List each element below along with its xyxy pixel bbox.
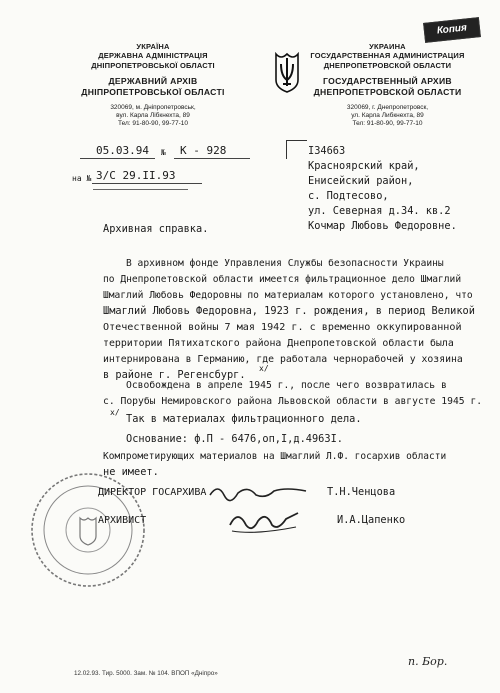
footnote-text: Так в материалах фильтрационного дела.: [126, 413, 362, 425]
body-line: территории Пятихатского района Днепропетовской области была: [103, 338, 454, 349]
body-line: Шмаглий Любовь Федоровна, 1923 г. рождения, в период Великой: [103, 305, 475, 317]
handwritten-note: п. Бор.: [408, 655, 448, 668]
trident-emblem-icon: [273, 52, 301, 94]
ref-number: К - 928: [180, 144, 227, 157]
header-right-address-1: 320069, г. Днепропетровск,: [346, 103, 429, 111]
body-line: Шмаглий Любовь Федоровны по материалам которого установлено, что: [103, 290, 473, 301]
release-line: Освобождена в апреле 1945 г., после чего возвратилась в: [126, 380, 447, 391]
archivist-title: АРХИВИСТ: [98, 515, 147, 526]
director-signature: [208, 481, 308, 503]
header-left-archive-1: ДЕРЖАВНИЙ АРХІВ: [108, 76, 198, 87]
ref-on-label: на №: [72, 174, 92, 183]
director-name: Т.Н.Ченцова: [327, 486, 396, 498]
address-line: ул. Северная д.34. кв.2: [308, 205, 451, 217]
body-line: Отечественной войны 7 мая 1942 г. с временно оккупированной: [103, 322, 462, 333]
document-title: Архивная справка.: [103, 223, 209, 235]
ref-on-value: 3/С 29.II.93: [96, 169, 176, 182]
release-line: с. Порубы Немировского района Львовской области в августе 1945 г.: [103, 396, 483, 407]
header-right-address-3: Тел: 91-80-90, 99-77-10: [352, 119, 423, 127]
header-left-admin-1: ДЕРЖАВНА АДМІНІСТРАЦІЯ: [98, 51, 208, 61]
print-footer: 12.02.93. Тир. 5000. Зам. № 104. ВПОП «Дніпро»: [74, 670, 218, 677]
header-right-country: УКРАИНА: [369, 42, 406, 51]
header-right: [300, 42, 475, 128]
archivist-name: И.А.Цапенко: [337, 514, 406, 526]
ref-number-label: №: [161, 148, 166, 157]
archivist-signature: [226, 503, 302, 537]
basis-line: Основание: ф.П - 6476,оп,I,д.4963I.: [126, 433, 343, 445]
footnote-mark: x/: [259, 364, 269, 373]
director-title: ДИРЕКТОР ГОСАРХИВА: [98, 487, 207, 498]
address-line: Енисейский район,: [308, 175, 414, 187]
header-left: [58, 42, 248, 128]
header-right-archive-1: ГОСУДАРСТВЕННЫЙ АРХИВ: [323, 76, 452, 87]
ref-date: 05.03.94: [96, 144, 149, 157]
header-left-archive-2: ДНІПРОПЕТРОВСЬКОЇ ОБЛАСТІ: [81, 86, 225, 97]
address-line: I34663: [308, 145, 346, 157]
header-right-archive-2: ДНЕПРОПЕТРОВСКОЙ ОБЛАСТИ: [313, 86, 462, 97]
header-left-country: УКРАЇНА: [136, 42, 170, 51]
compromise-line: Компрометирующих материалов на Шмаглий Л.Ф. госархив области: [103, 451, 447, 462]
copy-stamp: Копия: [423, 17, 481, 43]
body-line: в районе г. Регенсбург.: [103, 369, 246, 381]
header-right-admin-1: ГОСУДАРСТВЕННАЯ АДМИНИСТРАЦИЯ: [310, 51, 465, 61]
header-left-admin-2: ДНІПРОПЕТРОВСЬКОЇ ОБЛАСТІ: [91, 60, 215, 70]
address-line: с. Подтесово,: [308, 190, 389, 202]
body-line: по Днепропетовской области имеется фильтрационное дело Шмаглий: [103, 274, 462, 285]
header-right-admin-2: ДНЕПРОПЕТРОВСКОЙ ОБЛАСТИ: [323, 60, 452, 70]
footnote-mark: x/: [110, 408, 120, 417]
compromise-line: не имеет.: [103, 466, 159, 478]
header-left-address-1: 320069, м. Дніпропетровськ,: [110, 103, 196, 111]
header-right-address-2: ул. Карла Либкнехта, 89: [351, 111, 424, 119]
body-line: В архивном фонде Управления Службы безопасности Украины: [126, 258, 444, 269]
address-line: Кочмар Любовь Федоровне.: [308, 220, 457, 232]
header-left-address-2: вул. Карла Лібкнехта, 89: [116, 111, 190, 119]
address-line: Красноярский край,: [308, 160, 420, 172]
body-line: интернирована в Германию, где работала чернорабочей у хозяина: [103, 354, 463, 365]
header-left-address-3: Тел: 91-80-90, 99-77-10: [117, 119, 189, 127]
